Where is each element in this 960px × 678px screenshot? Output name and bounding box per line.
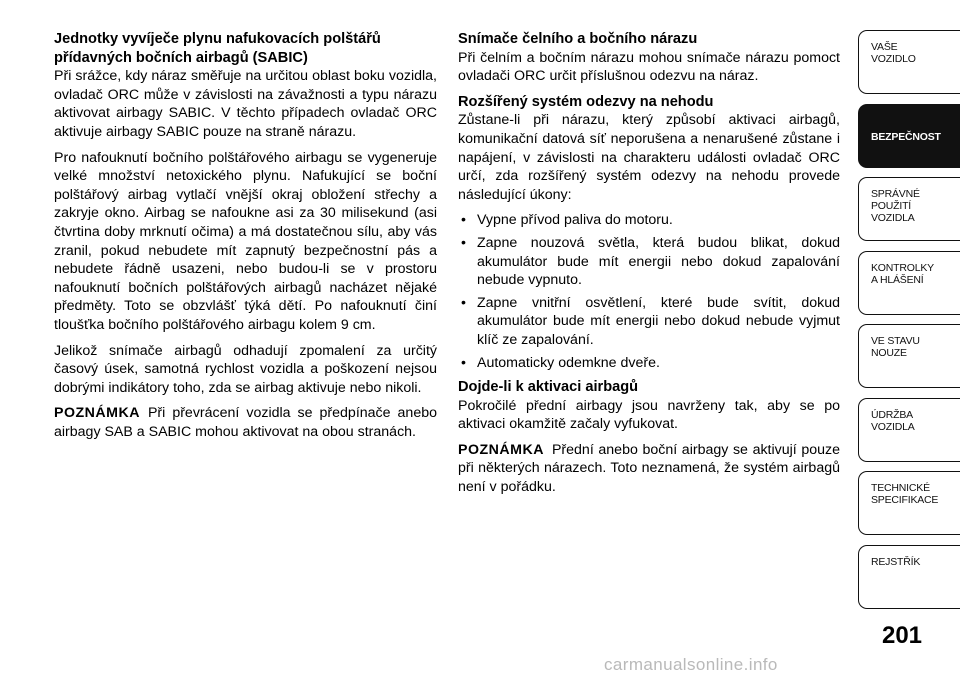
section-heading-enhanced-response: Rozšířený systém odezvy na nehodu [458, 93, 714, 110]
paragraph: Zůstane-li při nárazu, který způsobí aktivaci airbagů, komunikační datová síť neporušena a nenarušené zůstane i napájení, v závislosti na charakteru události ovladač ORC určí, zda rozšířený systém odezvy na nehodu provede následující úkony: [458, 112, 840, 203]
tab-vase-vozidlo[interactable]: VAŠE VOZIDLO [858, 30, 960, 94]
note [458, 441, 840, 497]
tab-ve-stavu-nouze[interactable]: VE STAVU NOUZE [858, 324, 960, 388]
action-list [458, 211, 840, 372]
watermark: carmanualsonline.info [604, 655, 778, 674]
right-column [458, 30, 840, 504]
paragraph: Při čelním a bočním nárazu mohou snímače nárazu pomoct ovladači ORC určit příslušnou odezvu na náraz. [458, 49, 840, 85]
tab-technicke-specifikace[interactable]: TECHNICKÉ SPECIFIKACE [858, 471, 960, 535]
tab-rejstrik[interactable]: REJSTŘÍK [858, 545, 960, 609]
paragraph: Pro nafouknutí bočního polštářového airbagu se vygeneruje velké množství netoxického plynu. Nafukující se boční polštářový airbag vytlačí vnější okraj obložení střechy a zakryje okno. Airbag se nafoukne asi za 30 milisekund (asi čtvrtina doby mrknutí očima) a má dostatečnou sílu, aby vás zranil, pokud nebudete mít zapnutý bezpečnostní pás a nebudete řádně usazeni, nebo budou-li se v prostoru nafouknutí bočních polštářových airbagů nacházet nějaké předměty. Toto se obzvlášť týká dětí. Po nafouknutí činí tloušťka bočního polštářového airbagu kolem 9 cm. [54, 149, 437, 333]
left-column [54, 30, 437, 448]
page-number: 201 [881, 622, 923, 649]
paragraph: Pokročilé přední airbagy jsou navrženy tak, aby se po aktivaci okamžitě začaly vyfukovat. [458, 397, 840, 433]
note-label: POZNÁMKA [458, 441, 544, 458]
list-item: • Zapne vnitřní osvětlení, které bude svítit, dokud akumulátor bude mít energii nebo dokud nebude vyjmut klíč ze zapalování. [458, 294, 840, 350]
paragraph: Při srážce, kdy náraz směřuje na určitou oblast boku vozidla, ovladač ORC může v závislosti na závažnosti a typu nárazu aktivovat airbagy SABIC. V těchto případech ovladač ORC aktivuje airbagy SABIC pouze na straně nárazu. [54, 68, 437, 140]
tab-udrzba-vozidla[interactable]: ÚDRŽBA VOZIDLA [858, 398, 960, 462]
section-heading-sensors: Snímače čelního a bočního nárazu [458, 31, 698, 47]
tab-bezpecnost[interactable]: BEZPEČNOST [858, 104, 960, 168]
list-item: • Zapne nouzová světla, která budou blikat, dokud akumulátor bude mít energii nebo dokud zapalování nebude vypnuto. [458, 234, 840, 290]
tab-spravne-pouziti-vozidla[interactable]: SPRÁVNÉ POUŽITÍ VOZIDLA [858, 177, 960, 241]
chapter-tabs [858, 30, 960, 618]
tab-kontrolky-a-hlaseni[interactable]: KONTROLKY A HLÁŠENÍ [858, 251, 960, 315]
paragraph: Jelikož snímače airbagů odhadují zpomalení za určitý časový úsek, samotná rychlost vozidla a poškození nejsou dobrými indikátory toho, zda se airbag aktivuje nebo nikoli. [54, 342, 437, 396]
note [54, 404, 437, 441]
list-item: • Automaticky odemkne dveře. [458, 354, 840, 373]
note-label: POZNÁMKA [54, 405, 140, 422]
note-text: Při převrácení vozidla se předpínače anebo airbagy SAB a SABIC mohou aktivovat na obou stranách. [54, 405, 437, 440]
section-heading-airbag-deployment: Dojde-li k aktivaci airbagů [458, 379, 639, 396]
section-heading-sabic: Jednotky vyvíječe plynu nafukovacích polštářů přídavných bočních airbagů (SABIC) [54, 31, 381, 66]
list-item: • Vypne přívod paliva do motoru. [458, 211, 840, 230]
note-text: Přední anebo boční airbagy se aktivují pouze při některých nárazech. Toto neznamená, že systém airbagů není v pořádku. [458, 441, 840, 496]
